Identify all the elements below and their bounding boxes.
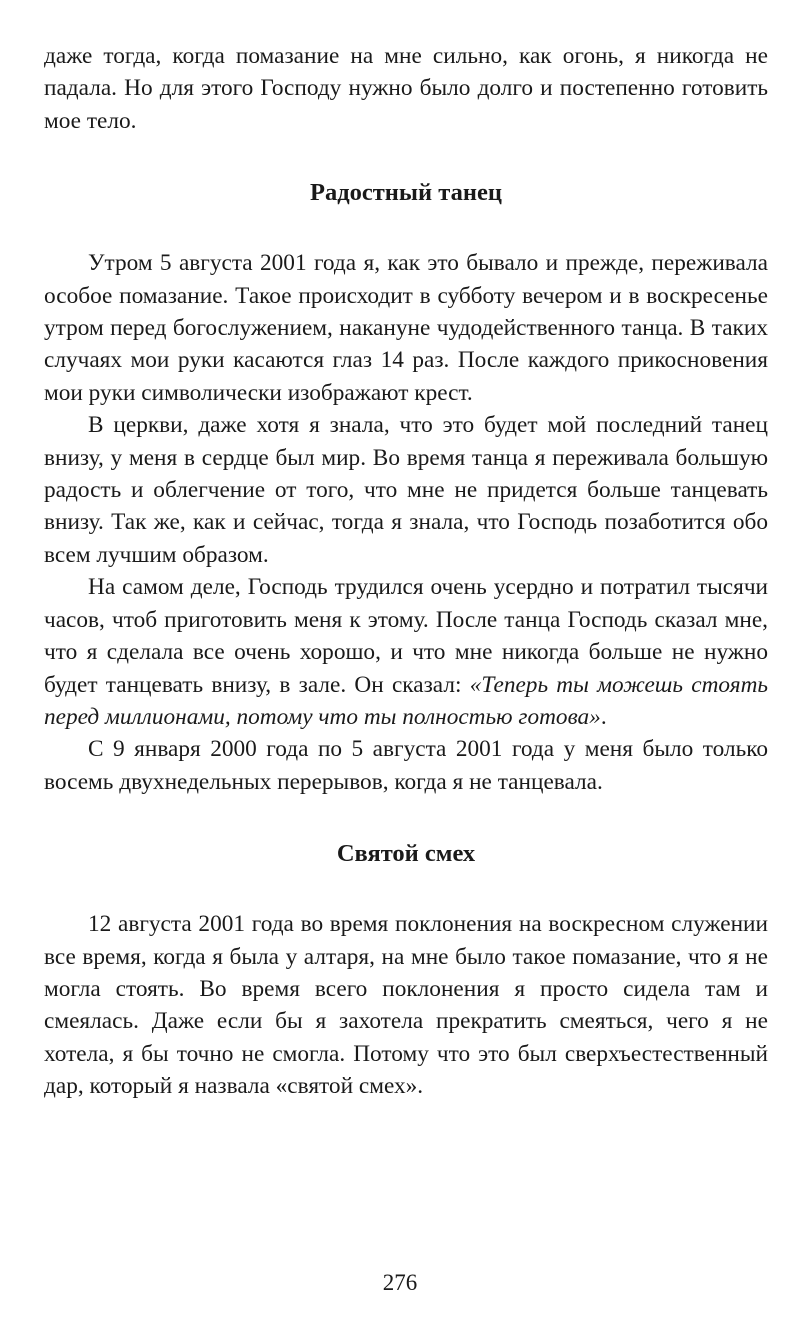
page-content (44, 40, 768, 1103)
paragraph-hard-work-end: . (600, 703, 607, 730)
paragraph-hard-work (44, 571, 768, 733)
section-heading-joyful-dance: Радостный танец (310, 179, 502, 207)
section-heading-holy-laughter: Святой смех (336, 840, 476, 868)
paragraph-hard-work-text: На самом деле, Господь трудился очень усердно и потратил тысячи часов, чтоб приготовить меня к этому. После танца Господь сказал мне, что я сделала все очень хорошо, и что мне никогда больше не нужно будет танцевать внизу, в зале. Он сказал: (44, 574, 768, 698)
paragraph-holy-laughter: 12 августа 2001 года во время поклонения на воскресном служении все время, когда я была у алтаря, на мне было такое помазание, что я не могла стоять. Во время всего поклонения я просто сидела там и смеялась. Даже если бы я захотела прекратить смеяться, чего я не хотела, я бы точно не смогла. Потому что это был сверхъестественный дар, который я назвала «святой смех». (44, 911, 768, 1100)
paragraph-church: В церкви, даже хотя я знала, что это будет мой последний танец внизу, у меня в сердце был мир. Во время танца я переживала большую радость и облегчение от того, что мне не придется больше танцевать внизу. Так же, как и сейчас, тогда я знала, что Господь позаботится обо всем лучшим образом. (44, 412, 768, 568)
quote-millions: «Теперь ты можешь стоять перед миллионами, потому что ты полностью готова» (44, 671, 769, 730)
page-number: 276 (382, 1270, 418, 1295)
paragraph-breaks: С 9 января 2000 года по 5 августа 2001 года у меня было только восемь двухнедельных перерывов, когда я не танцевала. (44, 736, 768, 795)
paragraph-anointing: Утром 5 августа 2001 года я, как это бывало и прежде, переживала особое помазание. Такое происходит в субботу вечером и в воскресенье утром перед богослужением, накануне чудодейственного танца. В таких случаях мои руки касаются глаз 14 раз. После каждого прикосновения мои руки символически изображают крест. (44, 250, 768, 406)
intro-paragraph: даже тогда, когда помазание на мне сильно, как огонь, я никогда не падала. Но для этого Господу нужно было долго и постепенно готовить мое тело. (44, 43, 768, 134)
